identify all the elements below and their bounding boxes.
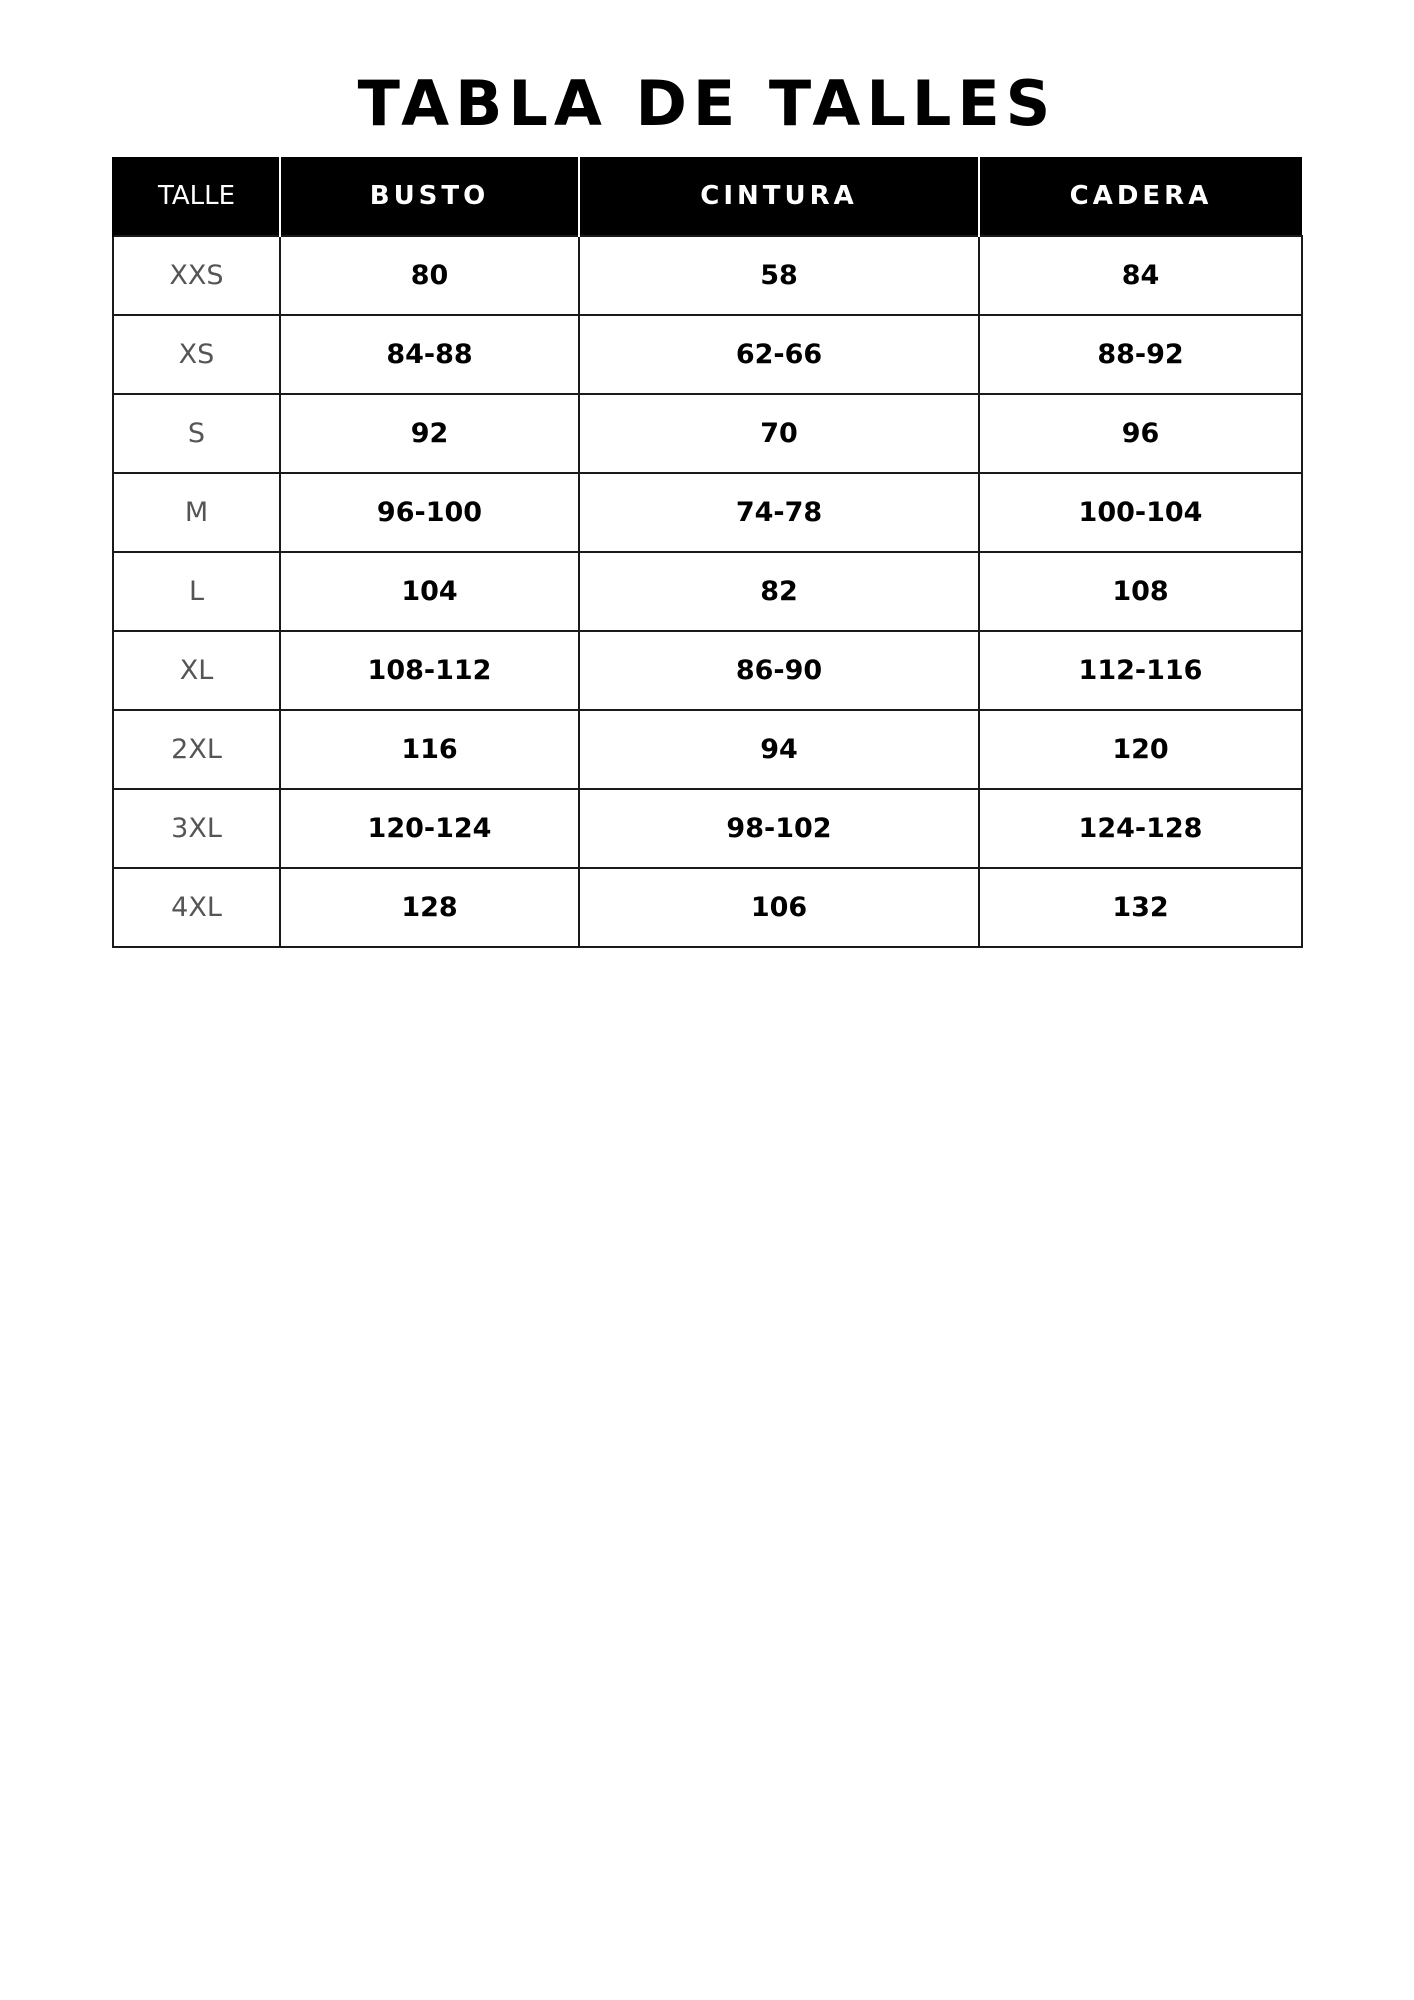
size-cell: 4XL — [113, 868, 280, 947]
busto-cell: 80 — [280, 236, 579, 315]
busto-cell: 84-88 — [280, 315, 579, 394]
cintura-cell: 98-102 — [579, 789, 979, 868]
table-row — [113, 394, 1302, 473]
table-row — [113, 868, 1302, 947]
cadera-cell: 108 — [979, 552, 1302, 631]
table-row — [113, 236, 1302, 315]
cintura-cell: 106 — [579, 868, 979, 947]
size-cell: XXS — [113, 236, 280, 315]
size-cell: 3XL — [113, 789, 280, 868]
busto-cell: 116 — [280, 710, 579, 789]
busto-cell: 96-100 — [280, 473, 579, 552]
busto-cell: 92 — [280, 394, 579, 473]
table-row — [113, 315, 1302, 394]
page-title: TABLA DE TALLES — [357, 67, 1057, 140]
cadera-cell: 124-128 — [979, 789, 1302, 868]
header-cintura: CINTURA — [579, 157, 979, 236]
table-row — [113, 552, 1302, 631]
busto-cell: 120-124 — [280, 789, 579, 868]
cintura-cell: 70 — [579, 394, 979, 473]
header-cadera: CADERA — [979, 157, 1302, 236]
size-cell: M — [113, 473, 280, 552]
table-row — [113, 473, 1302, 552]
cadera-cell: 84 — [979, 236, 1302, 315]
size-cell: 2XL — [113, 710, 280, 789]
cintura-cell: 94 — [579, 710, 979, 789]
cadera-cell: 112-116 — [979, 631, 1302, 710]
cadera-cell: 96 — [979, 394, 1302, 473]
cintura-cell: 86-90 — [579, 631, 979, 710]
size-cell: XS — [113, 315, 280, 394]
cadera-cell: 132 — [979, 868, 1302, 947]
cintura-cell: 74-78 — [579, 473, 979, 552]
table-row — [113, 789, 1302, 868]
cintura-cell: 58 — [579, 236, 979, 315]
busto-cell: 128 — [280, 868, 579, 947]
header-talle: TALLE — [113, 157, 280, 236]
cadera-cell: 88-92 — [979, 315, 1302, 394]
busto-cell: 104 — [280, 552, 579, 631]
header-busto: BUSTO — [280, 157, 579, 236]
size-chart-table — [112, 157, 1303, 948]
size-cell: S — [113, 394, 280, 473]
cadera-cell: 120 — [979, 710, 1302, 789]
size-cell: L — [113, 552, 280, 631]
busto-cell: 108-112 — [280, 631, 579, 710]
cintura-cell: 82 — [579, 552, 979, 631]
table-row — [113, 710, 1302, 789]
table-header-row — [113, 157, 1302, 236]
cintura-cell: 62-66 — [579, 315, 979, 394]
cadera-cell: 100-104 — [979, 473, 1302, 552]
table-row — [113, 631, 1302, 710]
size-cell: XL — [113, 631, 280, 710]
